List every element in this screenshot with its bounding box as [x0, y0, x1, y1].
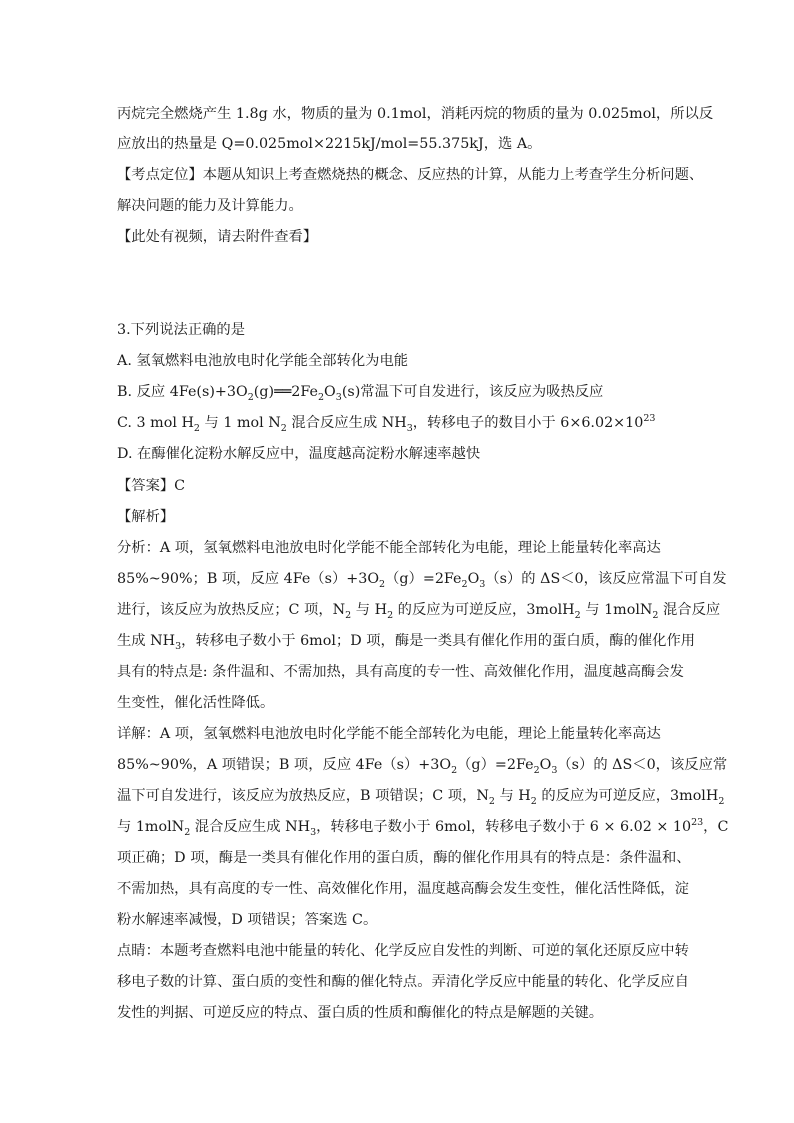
text: C. 3 mol H — [117, 415, 194, 431]
text: 移电子数的计算、蛋白质的变性和酶的催化特点。弄清化学反应中能量的转化、化学反应自 — [117, 974, 689, 990]
subscript: 2 — [387, 609, 394, 621]
subscript: 2 — [345, 609, 352, 621]
text: 不需加热，具有高度的专一性、高效催化作用，温度越高酶会发生变性，催化活性降低，淀 — [117, 881, 689, 897]
subscript: 2 — [718, 795, 725, 807]
text: 【考点定位】本题从知识上考查燃烧热的概念、反应热的计算，从能力上考查学生分析问题、 — [117, 167, 704, 183]
text: 发性的判据、可逆反应的特点、蛋白质的性质和酶催化的特点是解题的关键。 — [117, 1005, 604, 1021]
question-stem — [117, 320, 687, 340]
superscript: 23 — [643, 413, 656, 425]
detail-line-4 — [117, 817, 729, 838]
kaodian-line-2 — [117, 196, 687, 216]
text: （g）=2Fe — [385, 571, 462, 587]
text: 应放出的热量是 Q=0.025mol×2215kJ/mol=55.375kJ，选 A。 — [117, 136, 542, 152]
text: 解决问题的能力及计算能力。 — [117, 198, 303, 214]
subscript: 3 — [175, 640, 182, 652]
superscript: 23 — [691, 817, 704, 829]
text: 生变性，催化活性降低。 — [117, 695, 275, 711]
text: 【答案】C — [117, 478, 186, 494]
text: 85%~90%，A 项错误；B 项，反应 4Fe（s）+3O — [117, 757, 452, 773]
detail-line-5 — [117, 848, 691, 868]
prev-solution-line-2 — [117, 134, 687, 154]
detail-line-3 — [117, 786, 725, 807]
text: A. 氢氧燃料电池放电时化学能全部转化为电能 — [117, 353, 409, 369]
text: 粉水解速率减慢，D 项错误；答案选 C。 — [117, 912, 378, 928]
text: D. 在酶催化淀粉水解反应中，温度越高淀粉水解速率越快 — [117, 446, 481, 462]
text: 混合反应 — [658, 602, 721, 618]
comment-line-3 — [117, 1003, 687, 1023]
text: （g）=2Fe — [457, 757, 534, 773]
text: 与 H — [494, 788, 531, 804]
text: O — [467, 571, 480, 587]
text: 进行，该反应为放热反应；C 项，N — [117, 602, 346, 618]
text: 3.下列说法正确的是 — [117, 322, 246, 338]
text: 【解析】 — [117, 509, 175, 525]
kaodian-line-1 — [117, 165, 704, 185]
subscript: 2 — [184, 826, 191, 838]
subscript: 3 — [406, 422, 413, 434]
subscript: 2 — [280, 422, 287, 434]
option-c — [117, 413, 687, 433]
jiexi-label — [117, 507, 687, 527]
analysis-line-5 — [117, 662, 687, 682]
text: 【此处有视频，请去附件查看】 — [117, 229, 318, 245]
text: 具有的特点是: 条件温和、不需加热，具有高度的专一性、高效催化作用，温度越高酶会发 — [117, 664, 684, 680]
text: 详解：A 项，氢氧燃料电池放电时化学能不能全部转化为电能，理论上能量转化率高达 — [117, 726, 661, 742]
analysis-line-4 — [117, 631, 696, 652]
subscript: 3 — [479, 578, 486, 590]
text: O — [539, 757, 552, 773]
text: ，转移电子的数目小于 6×6.02×10 — [412, 415, 644, 431]
detail-line-2 — [117, 755, 728, 776]
subscript: 2 — [533, 764, 540, 776]
subscript: 2 — [379, 578, 386, 590]
text: 分析：A 项，氢氧燃料电池放电时化学能不能全部转化为电能，理论上能量转化率高达 — [117, 540, 661, 556]
text: 混合反应生成 NH — [286, 415, 407, 431]
text: 85%~90%；B 项，反应 4Fe（s）+3O — [117, 571, 380, 587]
analysis-line-6 — [117, 693, 687, 713]
text: 与 1molN — [117, 819, 185, 835]
analysis-line-2 — [117, 569, 727, 590]
text: 丙烷完全燃烧产生 1.8g 水，物质的量为 0.1mol，消耗丙烷的物质的量为 0.025mol，所以反 — [117, 106, 714, 122]
subscript: 2 — [652, 609, 659, 621]
text: （s）的 ΔS＜0，该反应常温下可自发 — [485, 571, 727, 587]
subscript: 2 — [247, 391, 254, 403]
detail-line-7 — [117, 910, 687, 930]
text: ，转移电子数小于 6mol；D 项，酶是一类具有催化作用的蛋白质，酶的催化作用 — [181, 633, 696, 649]
subscript: 2 — [488, 795, 495, 807]
subscript: 2 — [193, 422, 200, 434]
subscript: 3 — [335, 391, 342, 403]
text: (s)常温下可自发进行，该反应为吸热反应 — [341, 384, 604, 400]
subscript: 3 — [551, 764, 558, 776]
text: (g)══2Fe — [253, 384, 318, 400]
text: 的反应为可逆反应，3molH — [393, 602, 575, 618]
text: 混合反应生成 NH — [190, 819, 311, 835]
text: 与 1 mol N — [199, 415, 281, 431]
analysis-line-3 — [117, 600, 721, 621]
comment-line-1 — [117, 941, 687, 961]
option-a — [117, 351, 687, 371]
text: 与 H — [351, 602, 388, 618]
text: ，C — [703, 819, 729, 835]
subscript: 2 — [451, 764, 458, 776]
answer-label — [117, 476, 687, 496]
subscript: 2 — [530, 795, 537, 807]
detail-line-6 — [117, 879, 687, 899]
option-b — [117, 382, 687, 402]
subscript: 2 — [574, 609, 581, 621]
prev-solution-line-1 — [117, 104, 714, 124]
subscript: 2 — [461, 578, 468, 590]
detail-line-1 — [117, 724, 687, 744]
analysis-line-1 — [117, 538, 687, 558]
subscript: 3 — [310, 826, 317, 838]
text: 生成 NH — [117, 633, 176, 649]
text: B. 反应 4Fe(s)+3O — [117, 384, 248, 400]
text: O — [324, 384, 336, 400]
text: 温下可自发进行，该反应为放热反应，B 项错误；C 项，N — [117, 788, 489, 804]
option-d — [117, 444, 687, 464]
text: 项正确；D 项，酶是一类具有催化作用的蛋白质，酶的催化作用具有的特点是：条件温和、 — [117, 850, 691, 866]
comment-line-2 — [117, 972, 687, 992]
text: （s）的 ΔS＜0，该反应常 — [557, 757, 728, 773]
text: 点睛：本题考查燃料电池中能量的转化、化学反应自发性的判断、可逆的氧化还原反应中转 — [117, 943, 689, 959]
subscript: 2 — [317, 391, 325, 403]
text: 与 1molN — [580, 602, 653, 618]
video-note — [117, 227, 687, 247]
text: 的反应为可逆反应，3molH — [536, 788, 719, 804]
text: ，转移电子数小于 6mol，转移电子数小于 6 × 6.02 × 10 — [316, 819, 692, 835]
